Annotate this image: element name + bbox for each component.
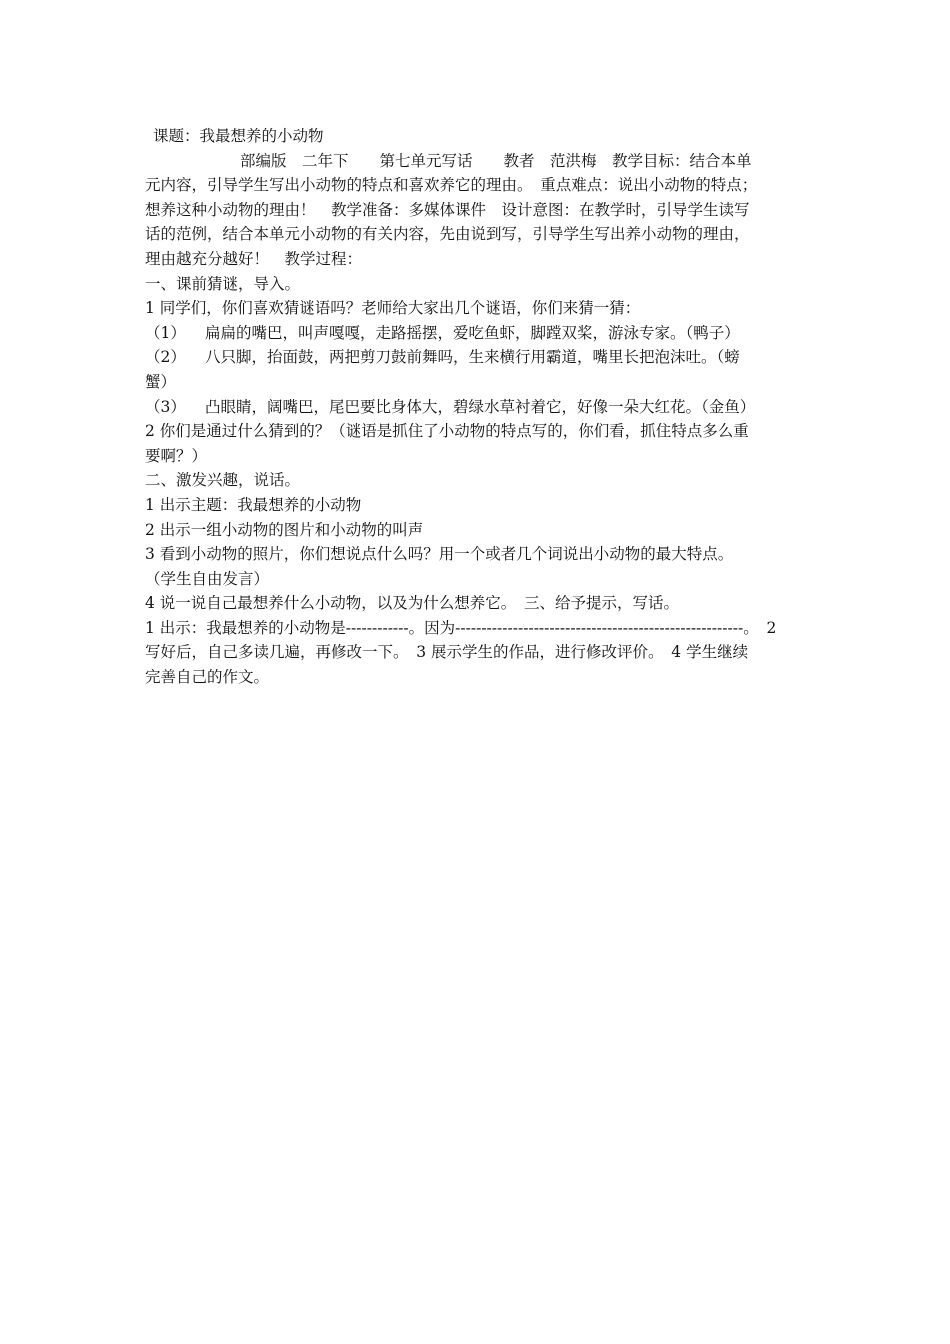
paragraph: 完善自己的作文。 [145, 668, 270, 687]
paragraph: 2 出示一组小动物的图片和小动物的叫声 [145, 520, 424, 539]
paragraph: 1 出示：我最想养的小动物是------------。因为-------------------------------------------------------。 2 [145, 618, 777, 637]
paragraph: 3 看到小动物的照片，你们想说点什么吗？用一个或者几个词说出小动物的最大特点。 [145, 545, 734, 564]
riddle-number: （2） [145, 348, 186, 367]
riddle-item [145, 345, 817, 370]
paragraph: 写好后，自己多读几遍，再修改一下。 3 展示学生的作品，进行修改评价。 4 学生继续 [145, 643, 749, 662]
riddle-item [145, 395, 817, 420]
riddle-text: 八只脚，抬面鼓，两把剪刀鼓前舞吗，生来横行用霸道，嘴里长把泡沫吐。（螃 [205, 348, 740, 367]
meta-line: 理由越充分越好！ 教学过程： [145, 249, 363, 268]
lesson-title: 课题：我最想养的小动物 [153, 127, 324, 145]
paragraph: 1 同学们，你们喜欢猜谜语吗？老师给大家出几个谜语，你们来猜一猜： [145, 299, 641, 318]
section-heading: 一、课前猜谜，导入。 [145, 274, 301, 293]
riddle-number: （3） [145, 397, 186, 416]
meta-line: 想养这种小动物的理由！ 教学准备：多媒体课件 设计意图：在教学时，引导学生读写 [145, 200, 750, 219]
riddle-text: 凸眼睛，阔嘴巴，尾巴要比身体大，碧绿水草衬着它，好像一朵大红花。（金鱼） [205, 397, 756, 416]
meta-line: 话的范例，结合本单元小动物的有关内容，先由说到写，引导学生写出养小动物的理由， [145, 225, 750, 244]
riddle-text: 扁扁的嘴巴，叫声嘎嘎，走路摇摆，爱吃鱼虾，脚蹚双桨，游泳专家。（鸭子） [205, 323, 740, 342]
riddle-number: （1） [145, 323, 186, 342]
meta-line: 元内容，引导学生写出小动物的特点和喜欢养它的理由。 重点难点：说出小动物的特点； [145, 176, 758, 195]
document-page [145, 124, 817, 690]
paragraph: 要啊？） [145, 446, 208, 465]
paragraph: （学生自由发言） [145, 569, 270, 588]
meta-line: 部编版 二年下 第七单元写话 教者 范洪梅 教学目标：结合本单 [240, 151, 752, 170]
section-heading: 二、激发兴趣，说话。 [145, 471, 301, 490]
paragraph: 1 出示主题：我最想养的小动物 [145, 495, 362, 514]
paragraph: 2 你们是通过什么猜到的？（谜语是抓住了小动物的特点写的，你们看，抓住特点多么重 [145, 422, 749, 441]
paragraph: 4 说一说自己最想养什么小动物，以及为什么想养它。 三、给予提示，写话。 [145, 594, 680, 613]
riddle-item [145, 321, 817, 346]
riddle-continuation: 蟹） [145, 372, 177, 391]
